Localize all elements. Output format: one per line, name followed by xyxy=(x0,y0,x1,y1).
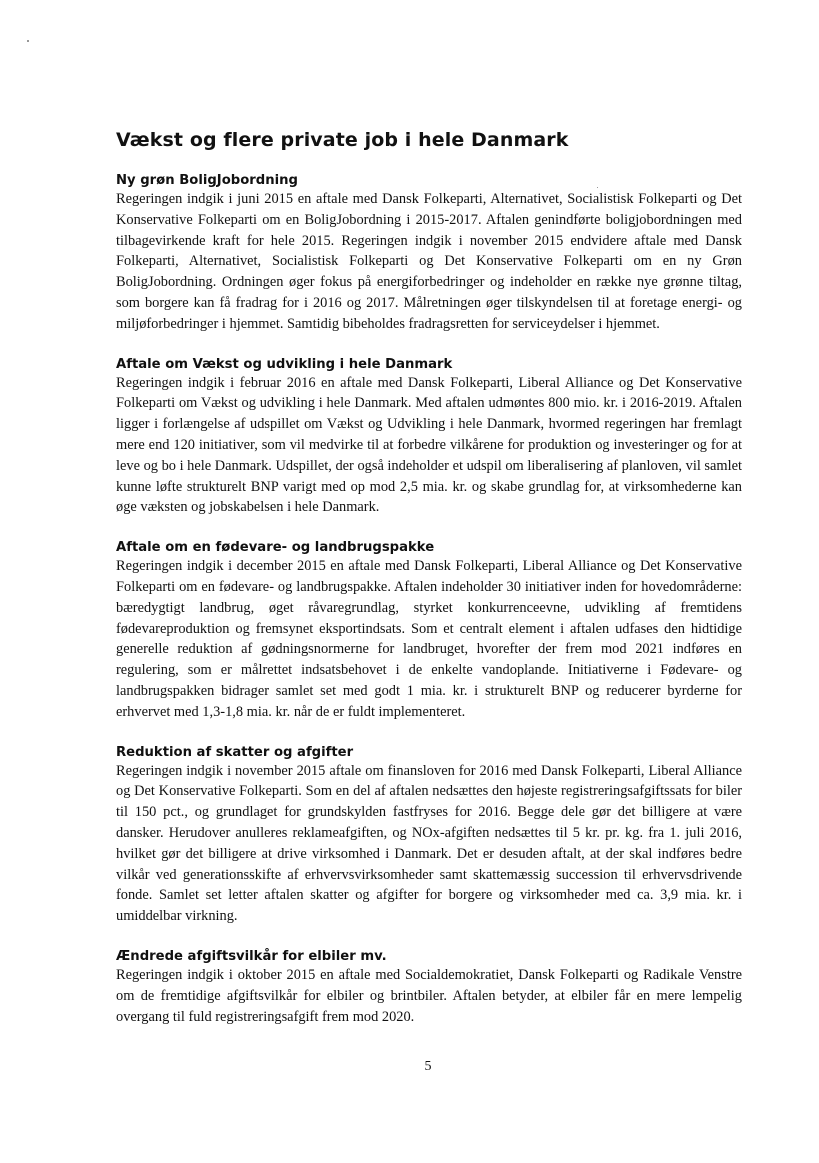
section-foedevare-og-landbrugspakke xyxy=(116,539,742,722)
section-heading: Aftale om en fødevare- og landbrugspakke xyxy=(116,540,435,556)
section-vaekst-og-udvikling xyxy=(116,356,742,519)
scan-speck xyxy=(27,40,29,42)
section-boligjobordning xyxy=(116,172,742,335)
section-paragraph: Regeringen indgik i juni 2015 en aftale med Dansk Folkeparti, Alternativet, Socialistisk Folkeparti og Det Konservative Folkeparti om en BoligJobordning i 2015-2017. Aftalen genindførte boligjobordningen med tilbagevirkende kraft for hele 2015. Regeringen indgik i november 2015 endvidere aftale med Dansk Folkeparti, Alternativet, Socialistisk Folkeparti og Det Konservative Folkeparti om en ny Grøn BoligJobordning. Ordningen øger fokus på energiforbedringer og indeholder en række nye grønne tiltag, som borgere kan få fradrag for i 2016 og 2017. Målretningen øger tilskyndelsen til at foretage energi- og miljøforbedringer i hjemmet. Samtidig bibeholdes fradragsretten for serviceydelser i hjemmet. xyxy=(116,191,742,332)
section-heading: Ny grøn BoligJobordning xyxy=(116,173,298,188)
page-number: 5 xyxy=(424,1059,432,1074)
document-content xyxy=(116,128,742,1048)
section-paragraph: Regeringen indgik i november 2015 aftale om finansloven for 2016 med Dansk Folkeparti, Liberal Alliance og Det Konservative Folkeparti. Som en del af aftalen nedsættes den højeste registreringsafgiftssats for biler til 150 pct., og grundlaget for grundskylden fastfryses for 2016. Begge dele gør det billigere at være dansker. Herudover anulleres reklameafgiften, og NOx-afgiften nedsættes til 5 kr. pr. kg. fra 1. juli 2016, hvilket gør det billigere at drive virksomhed i Danmark. Det er desuden aftalt, at der skal indføres bedre vilkår ved generationsskifte af erhvervsvirksomheder samt skattemæssig succession til erhvervsdrivende fonde. Samlet set letter aftalen skatter og afgifter for borgere og virksomheder med ca. 3,9 mia. kr. i umiddelbar virkning. xyxy=(116,762,742,925)
section-elbiler xyxy=(116,948,742,1027)
section-skatter-og-afgifter xyxy=(116,744,742,927)
section-paragraph: Regeringen indgik i oktober 2015 en aftale med Socialdemokratiet, Dansk Folkeparti og Radikale Venstre om de fremtidige afgiftsvilkår for elbiler og brintbiler. Aftalen betyder, at elbiler får en mere lempelig overgang til fuld registreringsafgift frem mod 2020. xyxy=(116,966,742,1025)
page-title: Vækst og flere private job i hele Danmark xyxy=(116,129,569,151)
section-heading: Aftale om Vækst og udvikling i hele Danmark xyxy=(116,356,453,372)
section-paragraph: Regeringen indgik i december 2015 en aftale med Dansk Folkeparti, Liberal Alliance og Det Konservative Folkeparti om en fødevare- og landbrugspakke. Aftalen indeholder 30 initiativer inden for hovedområderne: bæredygtigt landbrug, øget råvaregrundlag, styrket konkurrenceevne, udvikling af fremtidens fødevareproduktion og fremsynet eksportindsats. Som et centralt element i aftalen udfases den hidtidige generelle reduktion af gødningsnormerne for landbruget, hvorefter der frem mod 2021 indføres en regulering, som er målrettet indsatsbehovet i de enkelte vandoplande. Initiativerne i Fødevare- og landbrugspakken bidrager samlet set med godt 1 mia. kr. i strukturelt BNP og reducerer byrderne for erhvervet med 1,3-1,8 mia. kr. når de er fuldt implementeret. xyxy=(116,558,742,720)
section-paragraph: Regeringen indgik i februar 2016 en aftale med Dansk Folkeparti, Liberal Alliance og Det Konservative Folkeparti om Vækst og udvikling i hele Danmark. Med aftalen udmøntes 800 mio. kr. i 2016-2019. Aftalen ligger i forlængelse af udspillet om Vækst og Udvikling i hele Danmark, hvormed regeringen har fremlagt mere end 120 initiativer, som vil medvirke til at forbedre vilkårene for produktion og investeringer og for at leve og bo i hele Danmark. Udspillet, der også indeholder et udspil om liberalisering af planloven, vil samlet kunne løfte strukturelt BNP varigt med op mod 2,5 mia. kr. og skabe grundlag for, at virksomhederne kan øge væksten og jobskabelsen i hele Danmark. xyxy=(116,374,742,516)
section-heading: Reduktion af skatter og afgifter xyxy=(116,744,354,760)
section-heading: Ændrede afgiftsvilkår for elbiler mv. xyxy=(116,948,387,964)
